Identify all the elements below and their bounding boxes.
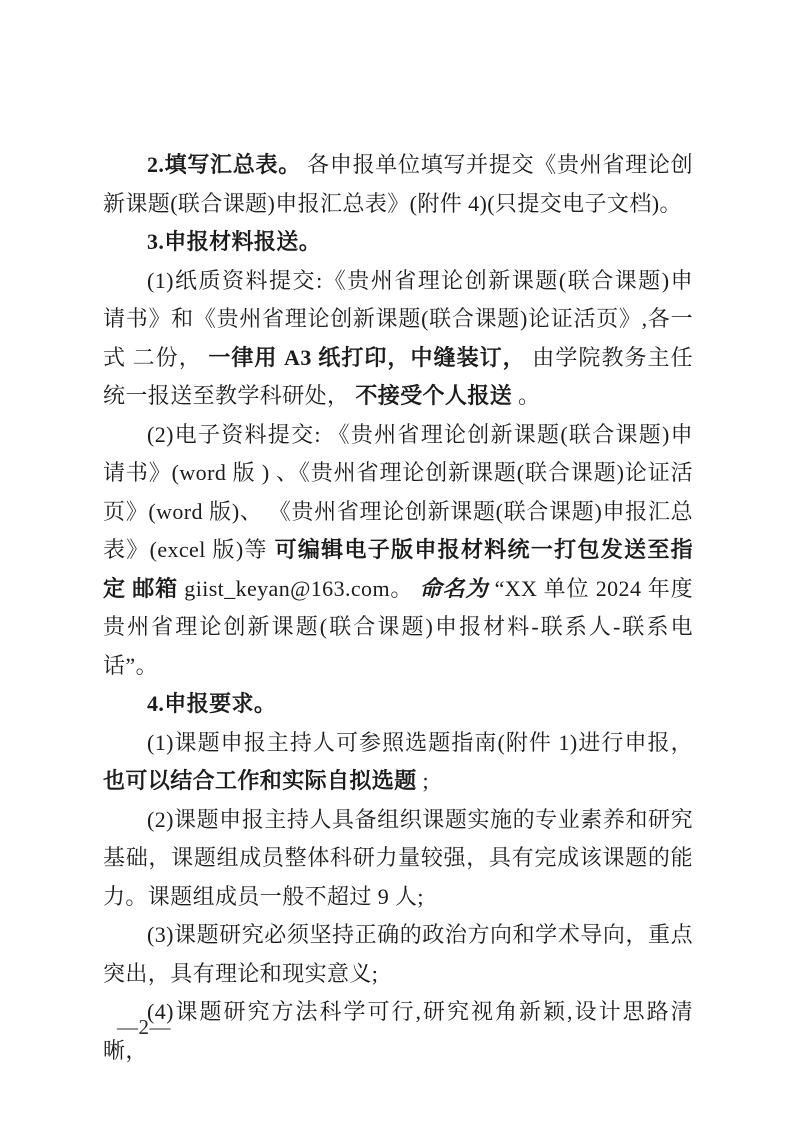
text-run: 由学院教务主任统一报送至教学科研处， xyxy=(103,344,694,408)
paragraph-requirement-1 xyxy=(103,724,693,801)
paragraph-paper-materials xyxy=(103,262,693,416)
text-run: (2)电子资料提交: 《贵州省理论创新课题(联合课题)申请书》(word 版 ) 、《贵州省理论创新课题(联合课题)论证活 页》(word 版)、 《贵州省理论创新课题(联合课题)申报汇总表》(excel 版)等 xyxy=(103,421,693,562)
text-run: 。 xyxy=(518,383,541,408)
paragraph-requirement-4 xyxy=(103,993,693,1070)
text-run: 2.填写汇总表。 xyxy=(147,152,301,177)
text-run: 也可以结合工作和实际自拟选题 xyxy=(103,768,417,793)
text-run: (2)课题申报主持人具备组织课题实施的专业素养和研究基础，课题组成员整体科研力量较强，具有完成该课题的能力。课题组成员一般不超过 9 人; xyxy=(103,806,693,909)
text-run: 4.申报要求。 xyxy=(147,691,277,716)
page-number: —2— xyxy=(117,1015,171,1039)
paragraph-application-requirements-heading xyxy=(103,685,693,724)
text-run: (4)课题研究方法科学可行,研究视角新颖,设计思路清晰， xyxy=(103,999,693,1063)
text-run: 3.申报材料报送。 xyxy=(147,229,322,254)
paragraph-electronic-materials xyxy=(103,416,693,686)
text-run: 命名为 xyxy=(419,575,489,601)
text-run: (1)纸质资料提交:《贵州省理论创新课题(联合课题)申 请书》和《贵州省理论创新课题(联合课题)论证活页》,各一式 二份， xyxy=(103,267,693,370)
text-run: ; xyxy=(422,768,430,793)
text-run: 各申报单位填写并提交《贵州省理论创新课题(联合课题)申报汇总表》(附件 4)(只提交电子文档)。 xyxy=(103,152,693,216)
paragraph-requirement-3 xyxy=(103,916,693,993)
text-run: (1)课题申报主持人可参照选题指南(附件 1)进行申报， xyxy=(147,729,693,755)
email-address: giist_keyan@163.com。 xyxy=(184,575,414,601)
text-run: 一律用 A3 纸打印，中缝装订， xyxy=(208,344,526,370)
document-body xyxy=(103,146,693,1070)
paragraph-requirement-2 xyxy=(103,801,693,917)
text-run: (3)课题研究必须坚持正确的政治方向和学术导向，重点突出，具有理论和现实意义; xyxy=(103,922,693,986)
text-run: 可编辑电子版申报材料统一打包发送至指定 邮箱 xyxy=(103,537,694,601)
text-run: “XX 单位 2024 年度贵州省理论创新课题(联合课题)申报材料-联系人-联系电话”。 xyxy=(103,575,693,678)
text-run: 不接受个人报送 xyxy=(355,383,513,408)
paragraph-materials-submission-heading xyxy=(103,223,693,262)
paragraph-fill-summary-table xyxy=(103,146,693,223)
